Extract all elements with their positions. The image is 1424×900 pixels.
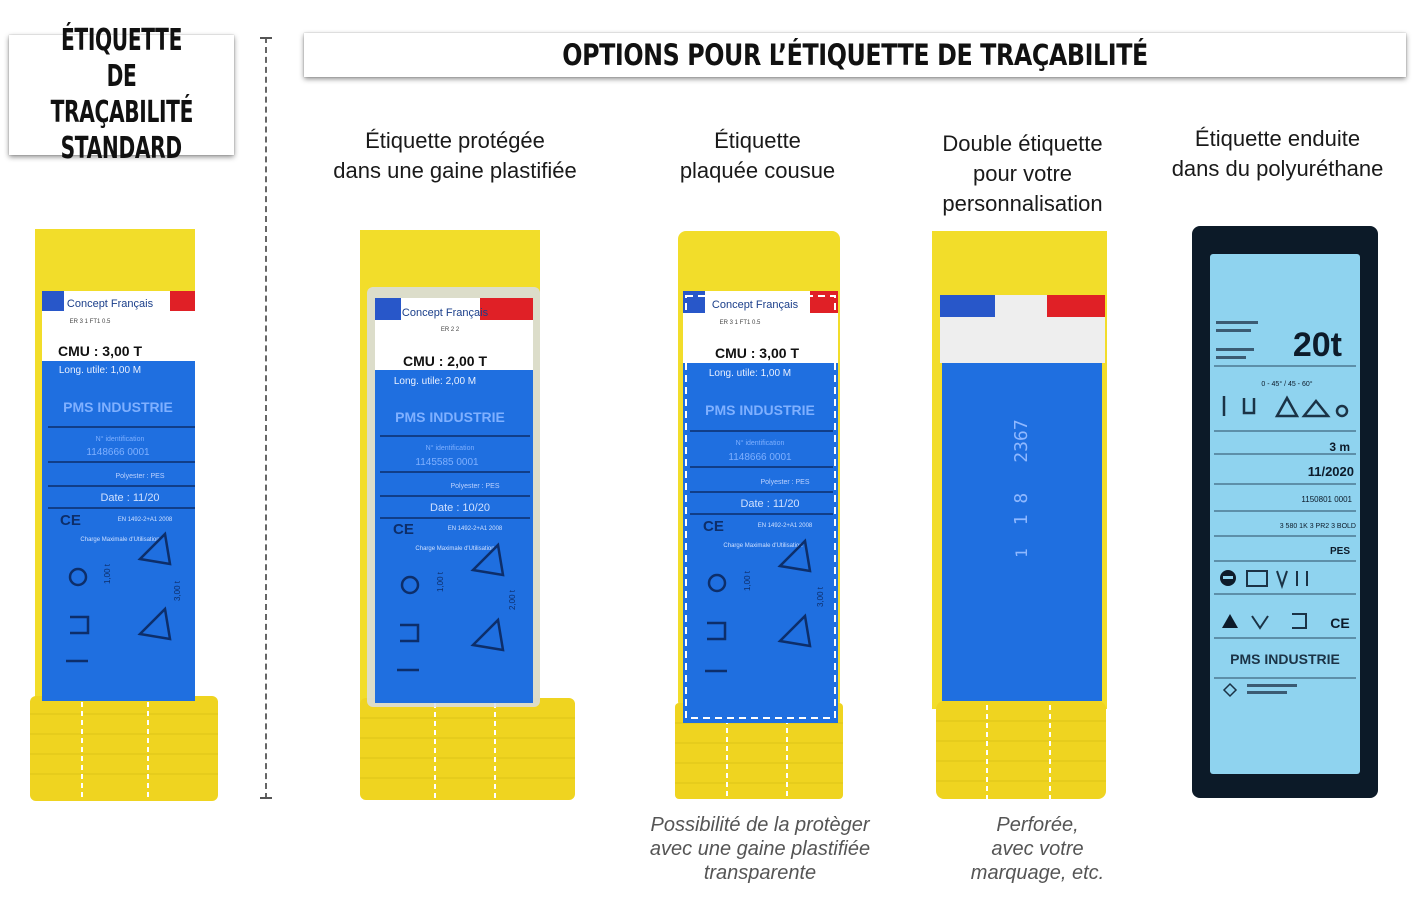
norm-text: EN 1492-2+A1 2008 (447, 526, 503, 532)
serial-text: 1150801 0001 (1301, 495, 1352, 504)
ce-mark: CE (703, 518, 724, 535)
webbing-fold (936, 701, 1106, 799)
ce-mark: CE (60, 512, 81, 529)
note-line: Possibilité de la protèger (650, 814, 870, 836)
cmu-text: CMU : 3,00 T (57, 343, 143, 359)
sewn-label-sling-photo (675, 231, 845, 799)
caption-line: pour votre (972, 161, 1073, 186)
serial-text: 1148666 0001 (728, 452, 792, 463)
perforated-text: 1 8 (1011, 492, 1032, 526)
standard-sling-photo (30, 229, 220, 801)
title-line: STANDARD (60, 131, 183, 166)
norm-text: EN 1492-2+A1 2008 (757, 523, 813, 529)
caption-option-1 (305, 126, 605, 186)
maker-text: PMS INDUSTRIE (63, 399, 173, 415)
webbing-fold (30, 696, 218, 801)
note-option-3 (930, 813, 1145, 885)
weight-text: 1,00 t (103, 563, 112, 584)
weight-text: 3,00 t (816, 586, 825, 607)
brand-text: Concept Français (401, 307, 489, 319)
cmu-text: CMU : 3,00 T (714, 345, 800, 361)
note-line: Perforée, (996, 814, 1079, 836)
section-divider (265, 37, 267, 799)
flag-blue (940, 295, 995, 317)
ce-mark: CE (1330, 615, 1350, 631)
cmu-note-text: Charge Maximale d'Utilisation (80, 537, 160, 543)
weight-text: 3,00 t (173, 580, 182, 601)
perforated-text: 2367 (1011, 419, 1032, 463)
cmu-note-text: Charge Maximale d'Utilisation (723, 543, 803, 549)
sleeve-sling-photo (355, 230, 585, 800)
brand-text: Concept Français (66, 298, 154, 310)
angles-text: 0 - 45° / 45 - 60° (1261, 381, 1313, 388)
serial-text: 1148666 0001 (86, 447, 150, 458)
ident-text: N° identification (735, 440, 785, 447)
webbing-fold (360, 698, 575, 800)
title-line: ÉTIQUETTE DE (60, 23, 183, 94)
date-text: Date : 10/20 (430, 502, 490, 514)
capacity-text: 20t (1292, 326, 1342, 364)
material-text: PES (1329, 546, 1350, 557)
ident-text: N° identification (95, 436, 145, 443)
length-text: 3 m (1329, 440, 1350, 454)
length-text: Long. utile: 2,00 M (393, 376, 477, 387)
flag-red (170, 291, 195, 311)
length-text: Long. utile: 1,00 M (58, 365, 142, 376)
note-line: avec votre (991, 838, 1084, 860)
maker-text: PMS INDUSTRIE (395, 409, 505, 425)
weight-text: 1,00 t (743, 570, 752, 591)
caption-line: Étiquette enduite (1194, 126, 1361, 151)
code-text: 3 580 1K 3 PR2 3 BOLD (1279, 523, 1356, 530)
date-text: Date : 11/20 (740, 498, 800, 510)
polyurethane-label-photo (1192, 226, 1380, 800)
ce-mark: CE (393, 521, 414, 538)
note-option-2 (620, 813, 900, 885)
flag-red (1047, 295, 1105, 317)
caption-line: plaquée cousue (679, 158, 836, 183)
note-line: marquage, etc. (970, 862, 1105, 884)
caption-line: dans une gaine plastifiée (333, 158, 577, 183)
serial-text: 1145585 0001 (415, 457, 479, 468)
double-label-sling-photo (932, 231, 1112, 799)
ref-text: ER 3 1 FT1 0.5 (719, 320, 761, 326)
caption-option-3 (905, 129, 1140, 219)
caption-option-2 (640, 126, 875, 186)
maker-text: PMS INDUSTRIE (705, 402, 815, 418)
blue-perforated-label (942, 363, 1102, 701)
options-title-text: OPTIONS POUR L’ÉTIQUETTE DE TRAÇABILITÉ (562, 38, 1148, 72)
note-line: transparente (703, 862, 817, 884)
weight-text: 1,00 t (436, 571, 445, 592)
ref-text: ER 3 1 FT1 0.5 (69, 319, 111, 325)
material-text: Polyester : PES (115, 473, 165, 480)
weight-text: 2,00 t (508, 589, 517, 610)
standard-label-title (9, 23, 234, 166)
date-text: 11/2020 (1307, 464, 1354, 479)
caption-option-4 (1145, 124, 1410, 184)
perforated-text: 1 (1012, 548, 1031, 558)
norm-text: EN 1492-2+A1 2008 (117, 517, 173, 523)
note-line: avec une gaine plastifiée (649, 838, 871, 860)
date-text: Date : 11/20 (100, 492, 160, 504)
ref-text: ER 2 2 (440, 327, 460, 333)
cmu-text: CMU : 2,00 T (402, 353, 488, 369)
caption-line: Étiquette protégée (365, 128, 545, 153)
flag-blue (42, 291, 64, 311)
ident-text: N° identification (425, 445, 475, 452)
material-text: Polyester : PES (760, 479, 810, 486)
cmu-note-text: Charge Maximale d'Utilisation (415, 546, 495, 552)
length-text: Long. utile: 1,00 M (708, 368, 792, 379)
caption-line: dans du polyuréthane (1171, 156, 1384, 181)
material-text: Polyester : PES (450, 483, 500, 490)
caption-line: personnalisation (942, 191, 1103, 216)
title-line: TRAÇABILITÉ (50, 95, 193, 130)
caption-line: Double étiquette (942, 131, 1103, 156)
maker-text: PMS INDUSTRIE (1230, 651, 1340, 667)
caption-line: Étiquette (714, 128, 801, 153)
brand-text: Concept Français (711, 299, 799, 311)
options-title (304, 33, 1406, 77)
